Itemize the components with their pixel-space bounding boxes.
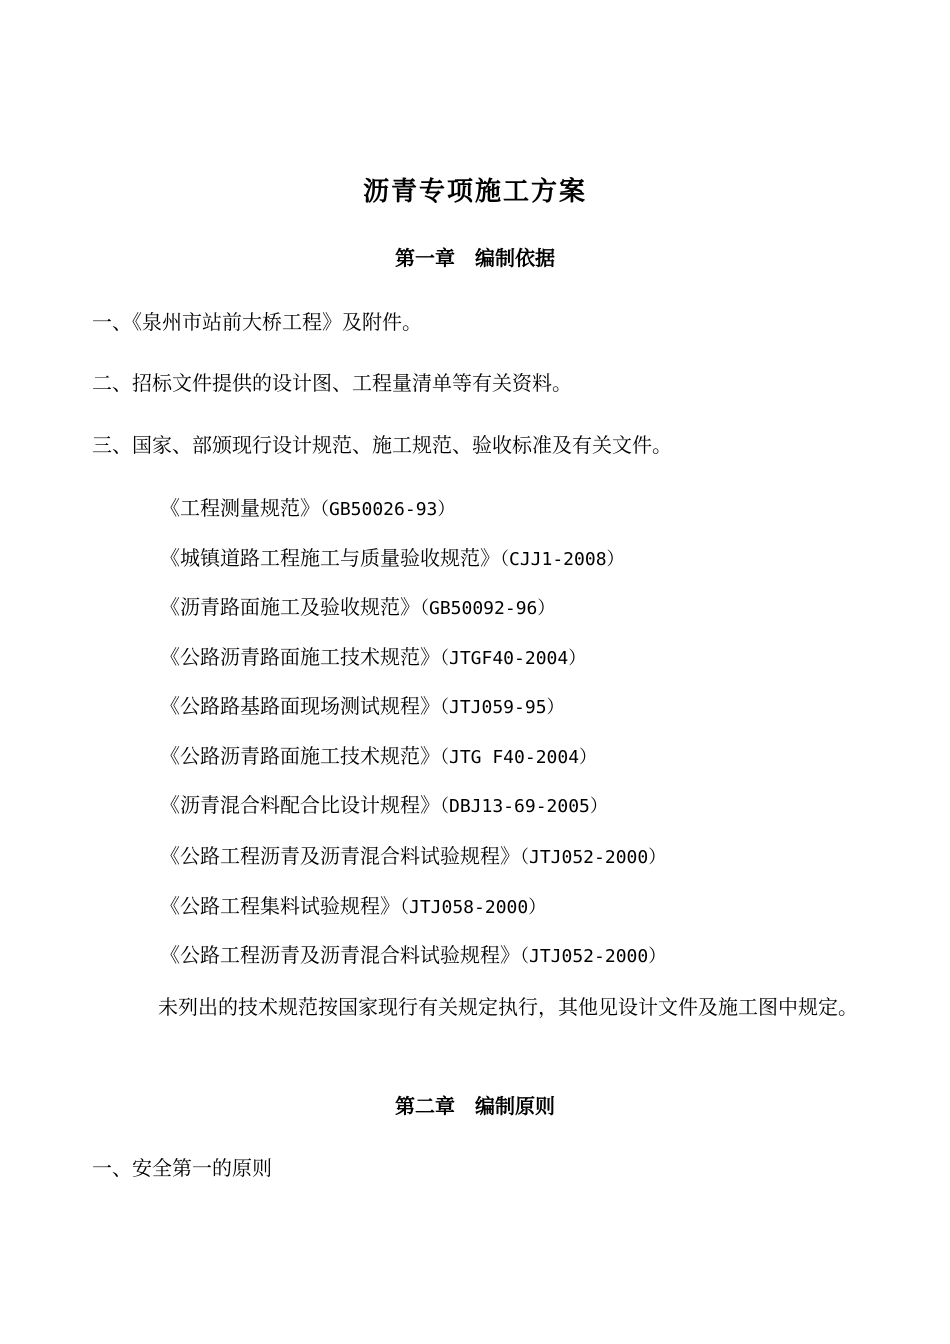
reference-code: （JTG F40-2004） <box>440 747 598 768</box>
reference-code: （JTJ052-2000） <box>520 847 667 868</box>
reference-code: （JTJ052-2000） <box>520 946 667 967</box>
reference-name: 《公路工程沥青及沥青混合料试验规程》 <box>160 943 520 967</box>
reference-item <box>160 739 597 775</box>
reference-item <box>160 788 608 824</box>
reference-code: （JTGF40-2004） <box>440 648 587 669</box>
reference-name: 《公路工程集料试验规程》 <box>160 894 400 918</box>
reference-code: （GB50092-96） <box>420 598 556 619</box>
closing-paragraph: 未列出的技术规范按国家现行有关规定执行，其他见设计文件及施工图中规定。 <box>158 995 858 1019</box>
reference-item <box>160 590 555 626</box>
reference-item <box>160 491 455 527</box>
reference-item <box>160 541 625 577</box>
reference-name: 《公路沥青路面施工技术规范》 <box>160 744 440 768</box>
reference-name: 《沥青混合料配合比设计规程》 <box>160 793 440 817</box>
reference-code: （GB50026-93） <box>320 499 456 520</box>
reference-code: （DBJ13-69-2005） <box>440 796 608 817</box>
basis-item-3: 三、国家、部颁现行设计规范、施工规范、验收标准及有关文件。 <box>92 433 672 457</box>
reference-name: 《公路沥青路面施工技术规范》 <box>160 645 440 669</box>
document-title: 沥青专项施工方案 <box>362 177 587 207</box>
chapter-2-heading: 第二章 编制原则 <box>395 1094 555 1118</box>
basis-item-2: 二、招标文件提供的设计图、工程量清单等有关资料。 <box>92 371 572 395</box>
reference-item <box>160 689 565 725</box>
reference-name: 《城镇道路工程施工与质量验收规范》 <box>160 546 500 570</box>
reference-code: （JTJ058-2000） <box>400 897 547 918</box>
reference-name: 《公路路基路面现场测试规程》 <box>160 694 440 718</box>
reference-item <box>160 889 546 925</box>
reference-item <box>160 640 586 676</box>
chapter-1-heading: 第一章 编制依据 <box>395 246 555 270</box>
reference-name: 《公路工程沥青及沥青混合料试验规程》 <box>160 844 520 868</box>
reference-code: （JTJ059-95） <box>440 697 565 718</box>
reference-name: 《沥青路面施工及验收规范》 <box>160 595 420 619</box>
basis-item-1: 一、《泉州市站前大桥工程》及附件。 <box>92 310 422 334</box>
reference-code: （CJJ1-2008） <box>500 549 625 570</box>
principle-item-1: 一、安全第一的原则 <box>92 1156 272 1180</box>
reference-item <box>160 938 666 974</box>
reference-item <box>160 839 666 875</box>
reference-name: 《工程测量规范》 <box>160 496 320 520</box>
